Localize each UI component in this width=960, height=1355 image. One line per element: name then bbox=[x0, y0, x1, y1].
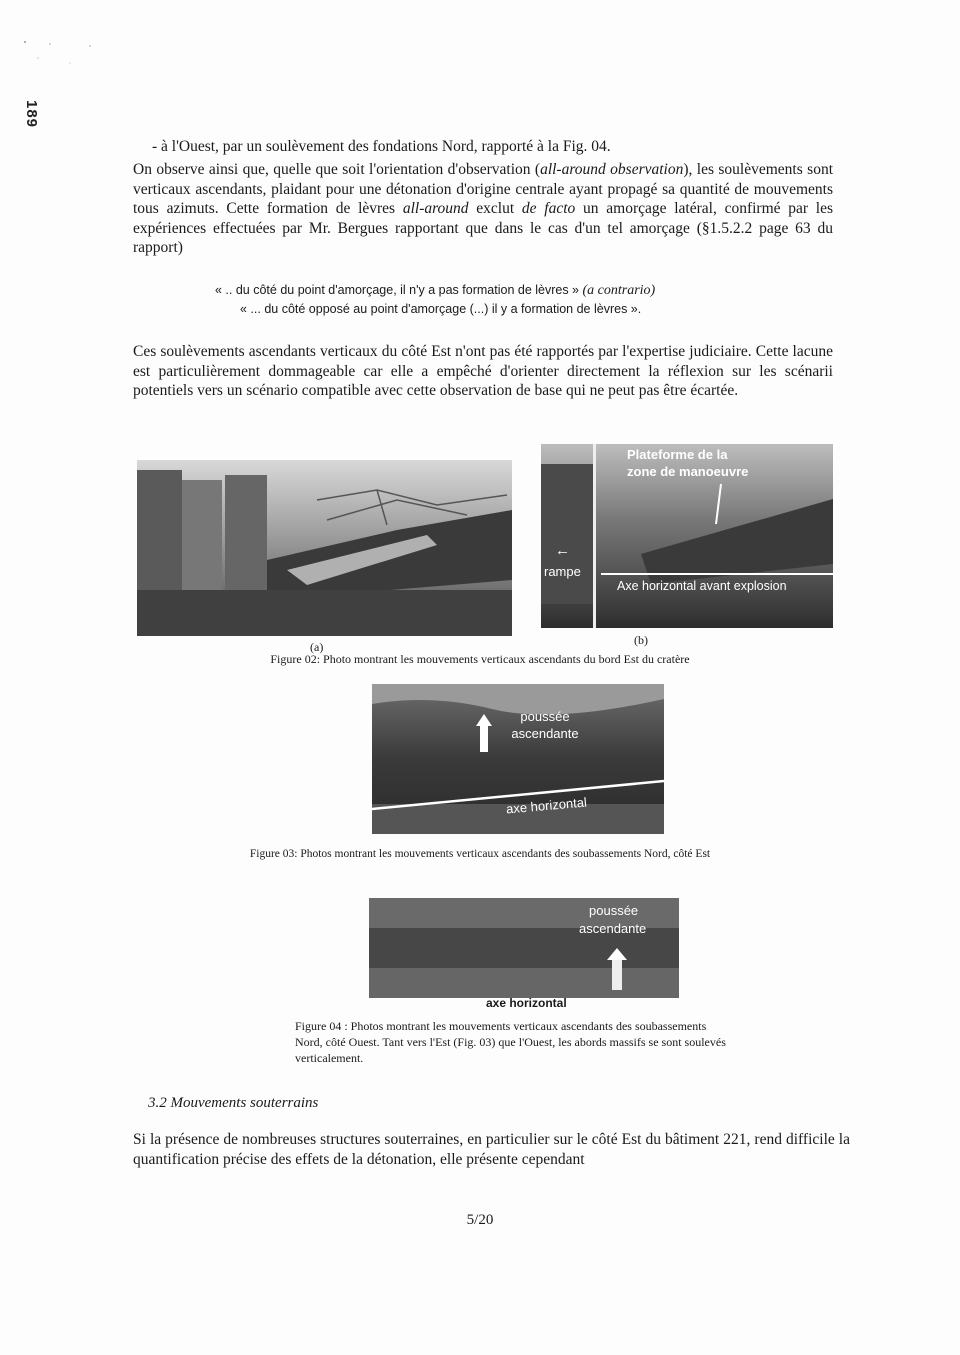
page-stamp: 189 bbox=[23, 100, 40, 129]
section-heading: 3.2 Mouvements souterrains bbox=[148, 1095, 319, 1111]
fig02-label-a: (a) bbox=[310, 640, 324, 654]
fig04-push-label-1: poussée bbox=[589, 903, 639, 918]
page-number: 5/20 bbox=[466, 1212, 494, 1228]
fig04-push-label-2: ascendante bbox=[579, 921, 647, 936]
fig03-push-label: poussée ascendante bbox=[511, 709, 579, 741]
fig03-caption: Figure 03: Photos montrant les mouvements verticaux ascendants des soubassements Nord, côté Est bbox=[249, 848, 711, 860]
quote-2: « ... du côté opposé au point d'amorçage (...) il y a formation de lèvres ». bbox=[240, 302, 642, 316]
paragraph-1: On observe ainsi que, quelle que soit l'orientation d'observation (all-around observation), les soulèvements sont verticaux ascendants, plaidant pour une détonation d'origine centrale ayant propagé sa quantité de mouvements tous azimuts. Cette formation de lèvres all-around exclut de facto un amorçage latéral, confirmé par les expériences effectuées par Mr. Bergues rapportant que dans le cas d'un tel amorçage (§1.5.2.2 page 63 du rapport) bbox=[133, 161, 834, 256]
fig02-label-b: (b) bbox=[634, 633, 648, 647]
fig02-caption: Figure 02: Photo montrant les mouvements verticaux ascendants du bord Est du cratère bbox=[270, 652, 690, 666]
fig02b-rampe-label: rampe bbox=[544, 564, 581, 579]
fig02b-axis-label: Axe horizontal avant explosion bbox=[617, 579, 787, 593]
left-arrow-icon: ← bbox=[555, 542, 570, 559]
fig03-axis-label: axe horizontal bbox=[505, 794, 588, 817]
figure-04-photo bbox=[369, 898, 679, 998]
fig04-axis-label: axe horizontal bbox=[486, 996, 567, 1010]
fig02b-title: Plateforme de la zone de manoeuvre bbox=[627, 447, 749, 479]
paragraph-3: Si la présence de nombreuses structures souterraines, en particulier sur le côté Est du bâtiment 221, rend difficile la quantification précise des effets de la détonation, elle présente cependant bbox=[133, 1131, 850, 1168]
paragraph-2: Ces soulèvements ascendants verticaux du côté Est n'ont pas été rapportés par l'expertise judiciaire. Cette lacune est particulièrement dommageable car elle a empêché d'orienter directement la réflexion sur les scénarii potentiels vers un scénario compatible avec cette observation de base qui ne peut pas être écartée. bbox=[133, 343, 833, 399]
quote-1: « .. du côté du point d'amorçage, il n'y a pas formation de lèvres » (a contrario) bbox=[215, 283, 656, 298]
fig04-caption: Figure 04 : Photos montrant les mouvements verticaux ascendants des soubassements Nord, côté Ouest. Tant vers l'Est (Fig. 03) que l'Ouest, les abords massifs se sont soulevés verticalement. bbox=[295, 1019, 726, 1065]
bullet-line: - à l'Ouest, par un soulèvement des fondations Nord, rapporté à la Fig. 04. bbox=[152, 138, 611, 155]
figure-02b-photo bbox=[541, 444, 833, 628]
scan-specks bbox=[20, 38, 110, 78]
figure-02a-photo bbox=[137, 460, 512, 636]
figure-03-photo bbox=[372, 684, 664, 834]
